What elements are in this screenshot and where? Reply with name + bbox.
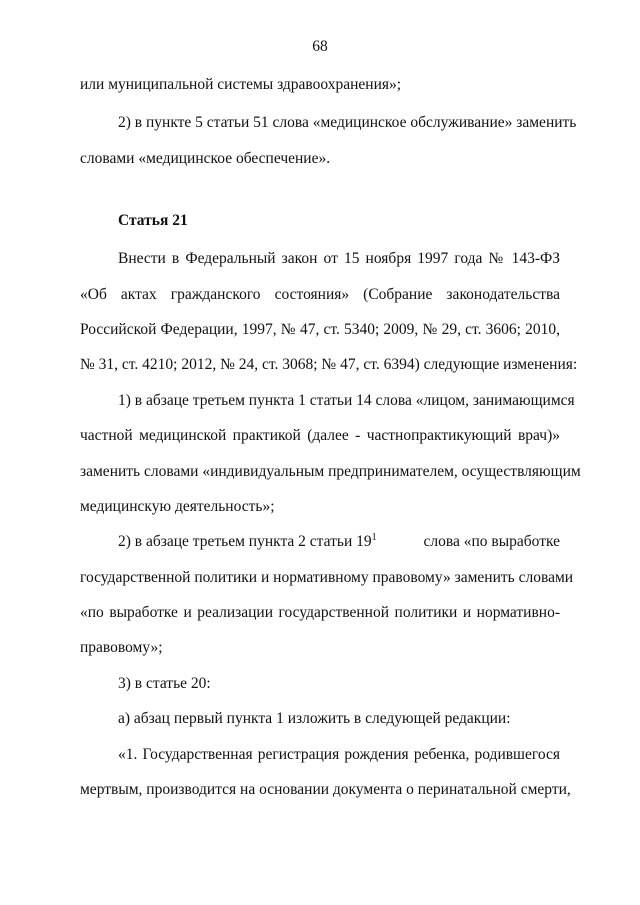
text-line: правовому»;	[80, 639, 163, 656]
text-line: 1) в абзаце третьем пункта 1 статьи 14 слова «лицом, занимающимся	[118, 392, 575, 409]
text-line: Российской Федерации, 1997, № 47, ст. 5340; 2009, № 29, ст. 3606; 2010,	[80, 321, 560, 338]
text-line: «1. Государственная регистрация рождения ребенка, родившегося	[118, 746, 560, 763]
text-line-part: слова «по выработке	[423, 533, 560, 550]
text-line: медицинскую деятельность»;	[80, 498, 275, 515]
text-line: «по выработке и реализации государственной политики и нормативно-	[80, 604, 560, 621]
text-line: а) абзац первый пункта 1 изложить в следующей редакции:	[118, 710, 511, 727]
text-line-part: 2) в абзаце третьем пункта 2 статьи $19^1$	[118, 532, 377, 550]
text-line: 3) в статье 20:	[118, 675, 211, 692]
superscript: 1	[371, 532, 377, 543]
text-line: «Об актах гражданского состояния» (Собрание законодательства	[80, 286, 560, 303]
page-number: 68	[312, 38, 328, 55]
text-line: 2) в пункте 5 статьи 51 слова «медицинское обслуживание» заменить	[118, 114, 577, 131]
text-line: мертвым, производится на основании документа о перинатальной смерти,	[80, 781, 571, 798]
text-line: частной медицинской практикой (далее - частнопрактикующий врач)»	[80, 427, 560, 444]
text-line: заменить словами «индивидуальным предпринимателем, осуществляющим	[80, 463, 581, 480]
article-heading: Статья 21	[118, 212, 188, 229]
text-line: или муниципальной системы здравоохранения»;	[80, 76, 402, 93]
text-line: № 31, ст. 4210; 2012, № 24, ст. 3068; № 47, ст. 6394) следующие изменения:	[80, 356, 578, 373]
text-line: словами «медицинское обеспечение».	[80, 150, 331, 167]
text-line: Внести в Федеральный закон от 15 ноября 1997 года № 143-ФЗ	[118, 250, 560, 267]
text-line: государственной политики и нормативному правовому» заменить словами	[80, 569, 574, 586]
text-line	[118, 533, 560, 551]
